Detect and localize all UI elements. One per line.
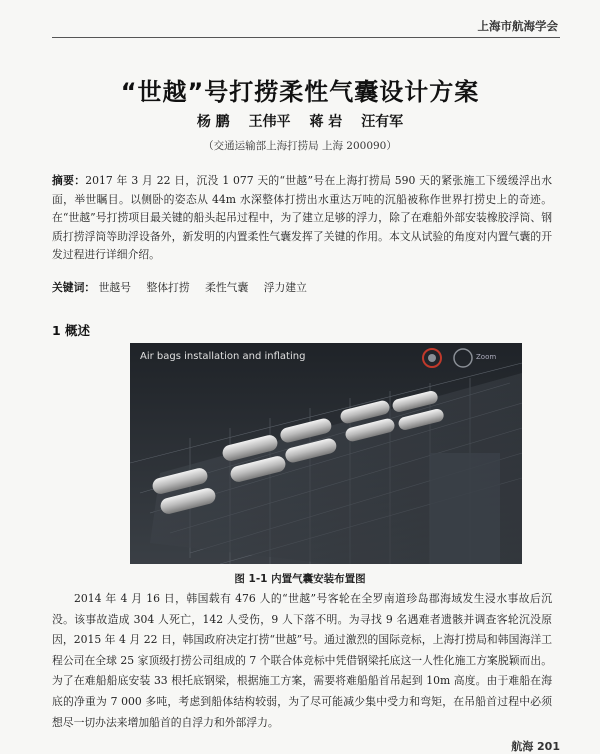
- article-title: “世越”号打捞柔性气囊设计方案: [120, 78, 480, 106]
- author-name: 杨 鹏: [196, 114, 230, 130]
- figure-illustration: [130, 343, 522, 564]
- section-heading: 1 概述: [52, 323, 91, 338]
- figure-overlay-text: Air bags installation and inflating: [140, 351, 306, 362]
- journal-header: 上海市航海学会: [477, 19, 558, 33]
- abstract: [52, 172, 552, 265]
- author-list: [0, 111, 600, 131]
- figure-caption: 图 1-1 内置气囊安装布置图: [234, 573, 366, 585]
- header-divider: [52, 37, 560, 38]
- author-name: 蒋 岩: [309, 114, 343, 130]
- author-affiliation: （交通运输部上海打捞局 上海 200090）: [203, 140, 397, 152]
- keyword: 世越号: [98, 281, 132, 294]
- keyword: 浮力建立: [263, 281, 307, 294]
- abstract-text: 2017 年 3 月 22 日，沉没 1 077 天的“世越”号在上海打捞局 590 天的紧张施工下缓缓浮出水面，举世瞩目。以侧卧的姿态从 44m 水深整体打捞出水重达万吨的沉船被称作世界打捞史上的奇迹。在“世越”号打捞项目最关键的船头起吊过程中，为了建立足够的浮力，除了在难船外部安装橡胶浮筒、钢质打捞浮筒等助浮设备外，新发明的内置柔性气囊发挥了关键的作用。本文从试验的角度对内置气囊的开发过程进行详细介绍。: [52, 174, 552, 262]
- ship-structure: [430, 453, 500, 564]
- keywords-label: 关键词：: [52, 281, 96, 294]
- body-paragraph: 2014 年 4 月 16 日，韩国载有 476 人的“世越”号客轮在全罗南道珍岛郡海域发生浸水事故后沉没。该事故造成 304 人死亡，142 人受伤，9 人下落不明。为寻找 9 名遇难者遗骸并调查客轮沉没原因，2015 年 4 月 22 日，韩国政府决定打捞“世越”号。通过激烈的国际竞标，上海打捞局和韩国海洋工程公司在全球 25 家顶级打捞公司组成的 7 个联合体竞标中凭借钢梁托底这一人性化施工方案脱颖而出。为了在难船船底安装 33 根托底钢梁，根据施工方案，需要将难船船首吊起到 10m 高度。由于难船在海底的净重为 7 000 多吨，考虑到船体结构较弱，为了尽可能减少集中受力和弯矩，在吊船首过程中必须想尽一切办法来增加船首的自浮力和外部浮力。: [52, 592, 552, 729]
- airbag-installation-figure: [130, 343, 522, 564]
- keyword: 柔性气囊: [205, 281, 249, 294]
- keywords: [52, 280, 552, 295]
- author-name: 王伟平: [248, 114, 291, 130]
- figure-corner-text: Zoom: [476, 353, 497, 361]
- page-number: 航海 201: [511, 740, 560, 753]
- abstract-label: 摘要：: [52, 174, 86, 187]
- logo-icon-center: [428, 354, 436, 362]
- author-name: 汪有军: [361, 114, 404, 130]
- keyword: 整体打捞: [146, 281, 190, 294]
